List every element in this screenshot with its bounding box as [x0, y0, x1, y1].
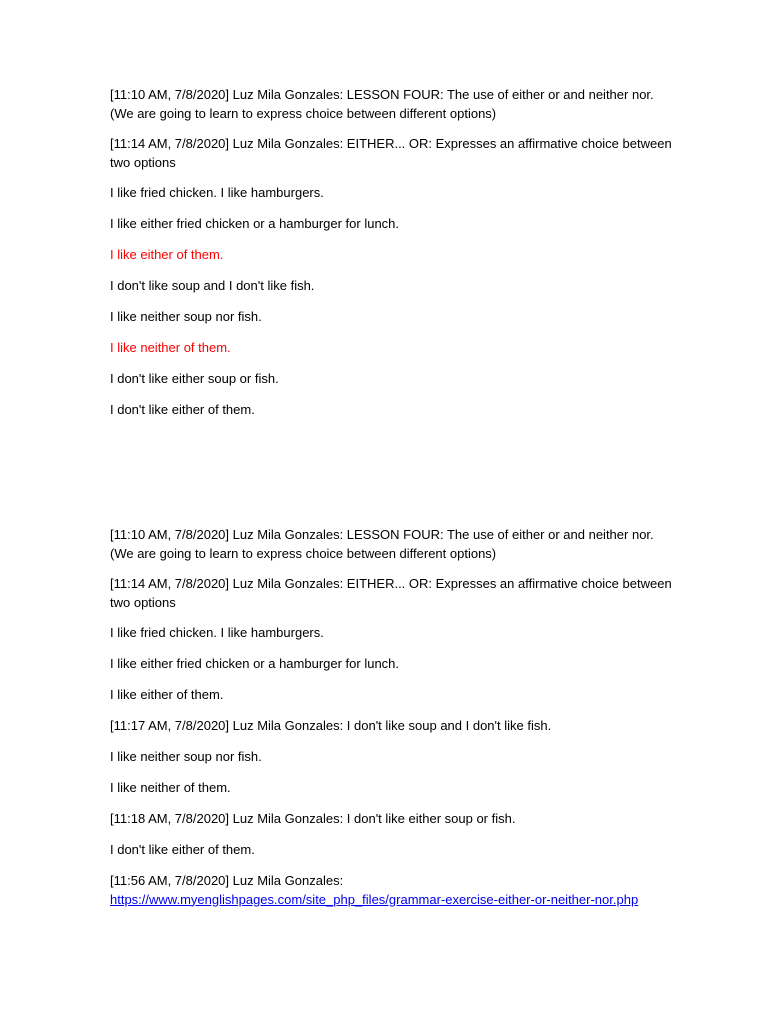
- example-sentence: I like neither soup nor fish.: [110, 749, 262, 764]
- exercise-link[interactable]: https://www.myenglishpages.com/site_php_files/grammar-exercise-either-or-neither-nor.php: [110, 891, 639, 907]
- highlighted-sentence: I like either of them.: [110, 247, 224, 262]
- chat-message-lesson-four: [11:10 AM, 7/8/2020] Luz Mila Gonzales: LESSON FOUR: The use of either or and neither nor. (We are going to learn to express choice between different options): [110, 87, 654, 121]
- chat-message-either: [11:18 AM, 7/8/2020] Luz Mila Gonzales: I don't like either soup or fish.: [110, 811, 516, 826]
- example-sentence: I like neither of them.: [110, 780, 231, 795]
- chat-message-prefix: [11:56 AM, 7/8/2020] Luz Mila Gonzales:: [110, 873, 344, 888]
- example-sentence: I like either of them.: [110, 687, 224, 702]
- highlighted-sentence: I like neither of them.: [110, 340, 231, 355]
- example-sentence: I like either fried chicken or a hamburger for lunch.: [110, 656, 400, 671]
- chat-message-either-or: [11:14 AM, 7/8/2020] Luz Mila Gonzales: EITHER... OR: Expresses an affirmative choice between two options: [110, 576, 672, 610]
- example-sentence: I like either fried chicken or a hamburger for lunch.: [110, 216, 400, 231]
- example-sentence: I like neither soup nor fish.: [110, 309, 262, 324]
- example-sentence: I like fried chicken. I like hamburgers.: [110, 185, 324, 200]
- chat-message-lesson-four: [11:10 AM, 7/8/2020] Luz Mila Gonzales: LESSON FOUR: The use of either or and neither nor. (We are going to learn to express choice between different options): [110, 527, 654, 561]
- example-sentence: I don't like either of them.: [110, 402, 255, 417]
- chat-message-neither: [11:17 AM, 7/8/2020] Luz Mila Gonzales: I don't like soup and I don't like fish.: [110, 718, 552, 733]
- chat-message-either-or: [11:14 AM, 7/8/2020] Luz Mila Gonzales: EITHER... OR: Expresses an affirmative choice between two options: [110, 136, 672, 170]
- example-sentence: I don't like either of them.: [110, 842, 255, 857]
- example-sentence: I don't like soup and I don't like fish.: [110, 278, 315, 293]
- example-sentence: I don't like either soup or fish.: [110, 371, 279, 386]
- chat-message-link: [110, 872, 710, 909]
- example-sentence: I like fried chicken. I like hamburgers.: [110, 625, 324, 640]
